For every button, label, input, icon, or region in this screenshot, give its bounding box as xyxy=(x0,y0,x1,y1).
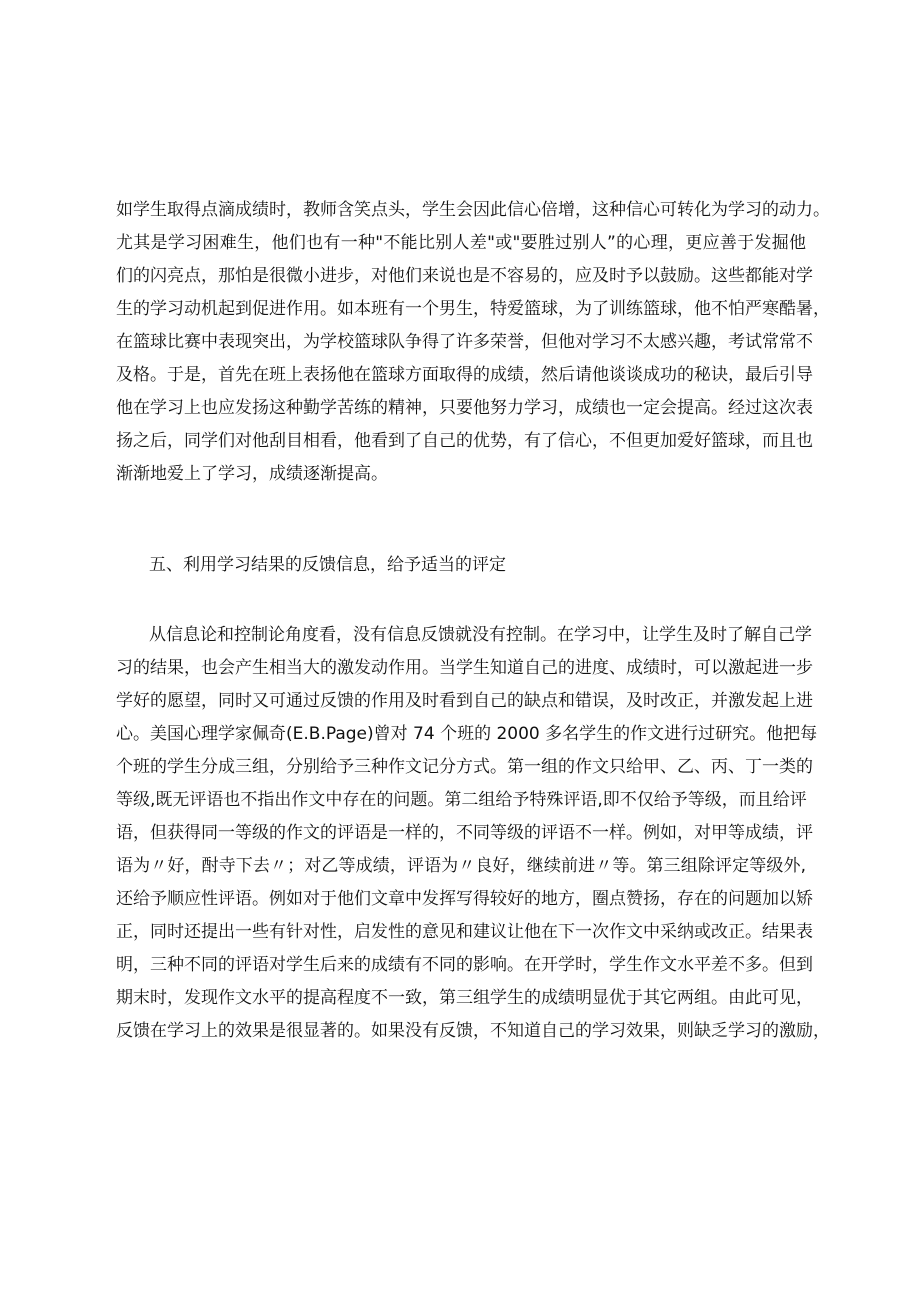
paragraph-line: 尤其是学习困难生，他们也有一种"不能比别人差"或"要胜过别人”的心理，更应善于发掘他 xyxy=(116,233,806,253)
paragraph-line: 们的闪亮点，那怕是很微小进步，对他们来说也是不容易的，应及时予以鼓励。这些都能对学 xyxy=(116,266,813,286)
paragraph-line: 等级,既无评语也不指出作文中存在的问题。第二组给予特殊评语,即不仅给予等级，而且给评 xyxy=(116,790,807,810)
paragraph-line: 学好的愿望，同时又可通过反馈的作用及时看到自己的缺点和错误，及时改正，并激发起上进 xyxy=(116,691,813,711)
paragraph-line: 个班的学生分成三组，分别给予三种作文记分方式。第一组的作文只给甲、乙、丙、丁一类的 xyxy=(116,757,813,777)
paragraph-line: 生的学习动机起到促进作用。如本班有一个男生，特爱篮球，为了训练篮球，他不怕严寒酷暑， xyxy=(116,299,830,319)
paragraph-line: 在篮球比赛中表现突出，为学校篮球队争得了许多荣誉，但他对学习不太感兴趣，考试常常不 xyxy=(116,332,813,352)
paragraph-line: 习的结果，也会产生相当大的激发动作用。当学生知道自己的进度、成绩时，可以激起进一步 xyxy=(116,658,813,678)
paragraph-line: 从信息论和控制论角度看，没有信息反馈就没有控制。在学习中，让学生及时了解自己学 xyxy=(149,625,812,645)
paragraph-line: 还给予顺应性评语。例如对于他们文章中发挥写得较好的地方，圈点赞扬，存在的问题加以矫 xyxy=(116,889,813,909)
paragraph-line: 明，三种不同的评语对学生后来的成绩有不同的影响。在开学时，学生作文水平差不多。但到 xyxy=(116,955,813,975)
paragraph-line: 语，但获得同一等级的作文的评语是一样的，不同等级的评语不一样。例如，对甲等成绩，评 xyxy=(116,823,813,843)
paragraph-line: 及格。于是，首先在班上表扬他在篮球方面取得的成绩，然后请他谈谈成功的秘诀，最后引导 xyxy=(116,365,813,385)
paragraph-line: 渐渐地爱上了学习，成绩逐渐提高。 xyxy=(116,464,388,484)
section-heading: 五、利用学习结果的反馈信息，给予适当的评定 xyxy=(149,555,506,575)
paragraph-line: 如学生取得点滴成绩时，教师含笑点头，学生会因此信心倍增，这种信心可转化为学习的动力。 xyxy=(116,200,830,220)
paragraph-line: 反馈在学习上的效果是很显著的。如果没有反馈，不知道自己的学习效果，则缺乏学习的激励， xyxy=(116,1021,830,1041)
paragraph-line: 他在学习上也应发扬这种勤学苦练的精神，只要他努力学习，成绩也一定会提高。经过这次表 xyxy=(116,398,813,418)
paragraph-1 xyxy=(116,194,830,491)
paragraph-line: 期末时，发现作文水平的提高程度不一致，第三组学生的成绩明显优于其它两组。由此可见， xyxy=(116,988,813,1008)
paragraph-line: 扬之后，同学们对他刮目相看，他看到了自己的优势，有了信心，不但更加爱好篮球，而且也 xyxy=(116,431,813,451)
paragraph-line: 正，同时还提出一些有针对性，启发性的意见和建议让他在下一次作文中采纳或改正。结果表 xyxy=(116,922,813,942)
paragraph-line: 语为〃好，酎寺下去〃；对乙等成绩，评语为〃良好，继续前进〃等。第三组除评定等级外, xyxy=(116,856,806,876)
paragraph-line: 心。美国心理学家佩奇(E.B.Page)曾对 74 个班的 2000 多名学生的作文进行过研究。他把每 xyxy=(116,724,818,744)
paragraph-2 xyxy=(116,619,830,1048)
